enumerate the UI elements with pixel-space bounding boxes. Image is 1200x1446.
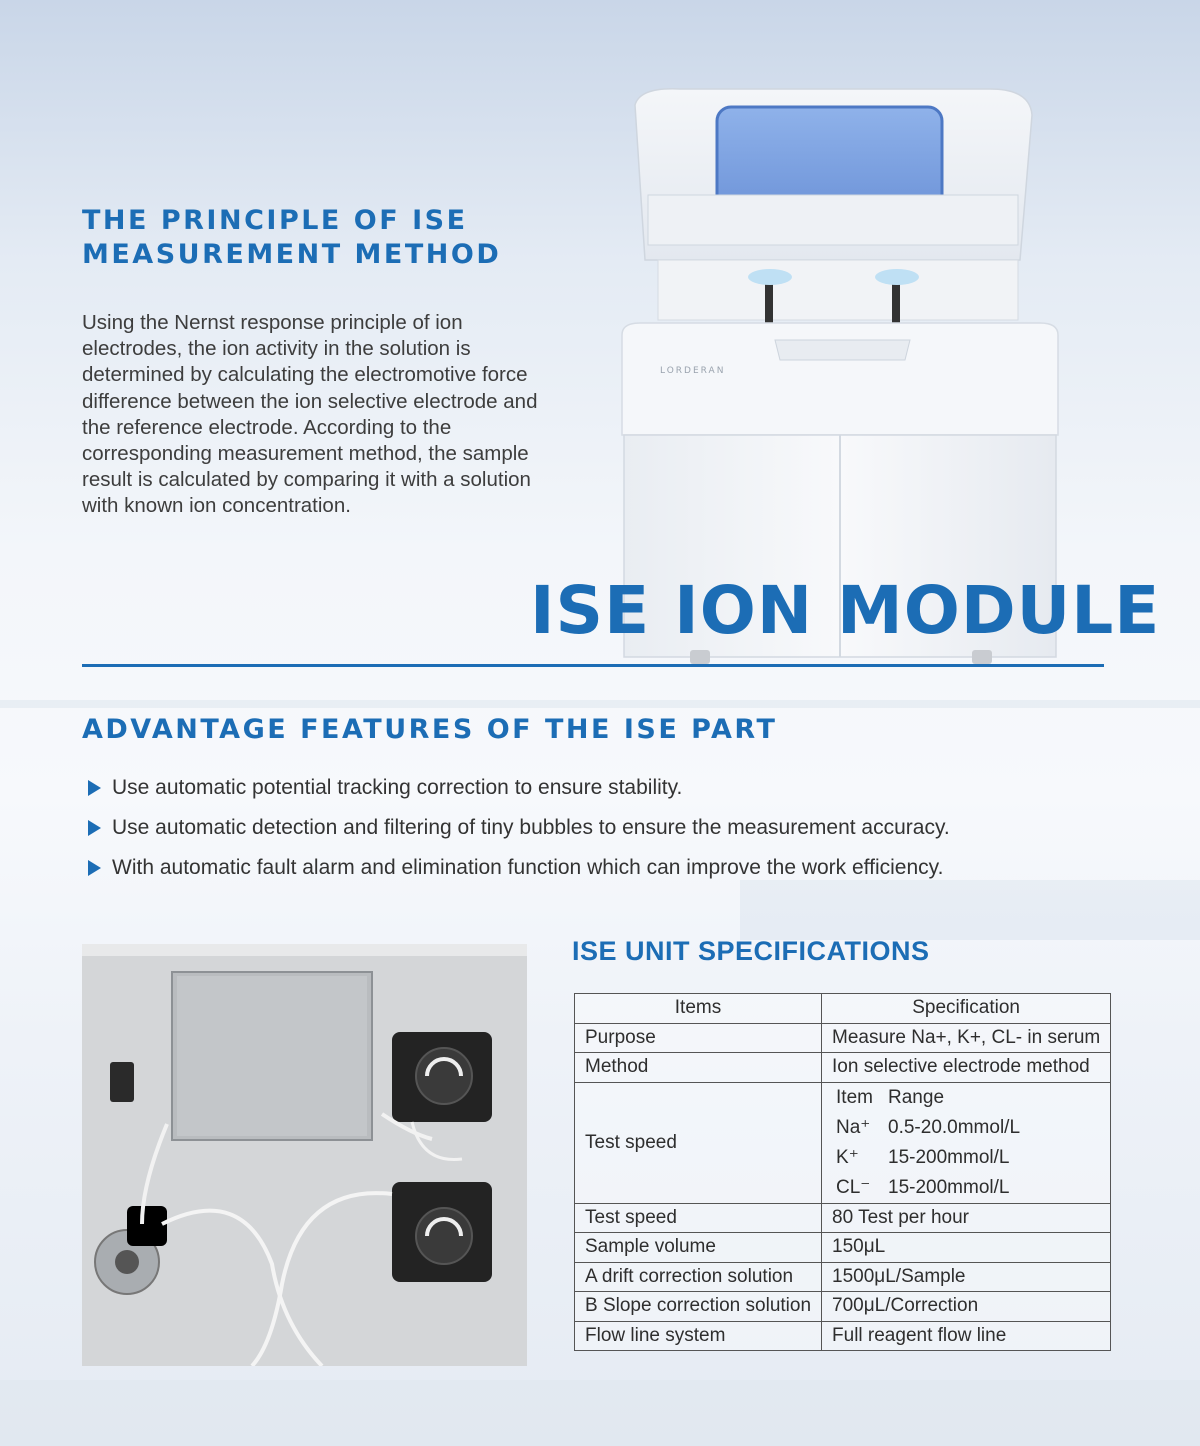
table-row: [575, 1023, 1111, 1053]
table-header-specification: Specification: [822, 994, 1111, 1024]
range-cell: [822, 1082, 1111, 1203]
table-cell-value: 700μL/Correction: [822, 1292, 1111, 1322]
advantage-title: ADVANTAGE FEATURES OF THE ISE PART: [82, 714, 778, 745]
spec-title: ISE UNIT SPECIFICATIONS: [572, 936, 930, 966]
table-row: [575, 1292, 1111, 1322]
triangle-bullet-icon: [88, 860, 101, 876]
triangle-bullet-icon: [88, 820, 101, 836]
range-ion: Na⁺: [836, 1116, 871, 1138]
table-cell-label: Test speed: [575, 1082, 822, 1203]
table-header-items: Items: [575, 994, 822, 1024]
range-value: 15-200mmol/L: [888, 1146, 1010, 1168]
background-cabinet: [740, 880, 1200, 940]
section-divider: [82, 664, 1104, 667]
analyzer-brand-label: LORDERAN: [660, 366, 726, 376]
feature-text: With automatic fault alarm and elimination function which can improve the work efficiency.: [112, 856, 944, 879]
background-counter: [0, 1380, 1200, 1446]
table-cell-value: 1500μL/Sample: [822, 1262, 1111, 1292]
table-cell-label: Sample volume: [575, 1233, 822, 1263]
table-cell-label: Flow line system: [575, 1321, 822, 1351]
principle-title-line1: THE PRINCIPLE OF ISE: [82, 205, 468, 236]
background-shelf: [0, 700, 1200, 708]
feature-item: [88, 768, 950, 808]
principle-body-text: Using the Nernst response principle of ion electrodes, the ion activity in the solution is determined by calculating the electromotive force difference between the ion selective electrode and the reference electrode. According to the corresponding measurement method, the sample result is calculated by comparing it with a solution with known ion concentration.: [82, 311, 538, 518]
table-cell-label: Test speed: [575, 1203, 822, 1233]
feature-text: Use automatic detection and filtering of tiny bubbles to ensure the measurement accuracy.: [112, 816, 950, 839]
feature-text: Use automatic potential tracking correction to ensure stability.: [112, 776, 683, 799]
feature-item: [88, 848, 950, 888]
module-title: ISE ION MODULE: [530, 572, 1161, 649]
range-grid: [836, 1083, 1096, 1203]
ise-unit-photo: [82, 944, 527, 1366]
table-cell-value: Measure Na+, K+, CL- in serum: [822, 1023, 1111, 1053]
table-cell-label: A drift correction solution: [575, 1262, 822, 1292]
table-cell-label: B Slope correction solution: [575, 1292, 822, 1322]
range-value: 0.5-20.0mmol/L: [888, 1116, 1021, 1138]
table-cell-value: 150μL: [822, 1233, 1111, 1263]
table-cell-label: Method: [575, 1053, 822, 1083]
table-header-row: [575, 994, 1111, 1024]
range-header-item: Item: [836, 1086, 873, 1108]
range-header-range: Range: [888, 1086, 945, 1108]
table-row: [575, 1203, 1111, 1233]
table-cell-value: Ion selective electrode method: [822, 1053, 1111, 1083]
principle-title: [82, 204, 602, 272]
range-ion: K⁺: [836, 1146, 859, 1168]
triangle-bullet-icon: [88, 780, 101, 796]
table-row: [575, 1321, 1111, 1351]
table-row: [575, 1053, 1111, 1083]
table-row: [575, 1262, 1111, 1292]
feature-item: [88, 808, 950, 848]
table-row: [575, 1233, 1111, 1263]
spec-table: [574, 993, 1111, 1351]
range-value: 15-200mmol/L: [888, 1176, 1010, 1198]
table-cell-value: 80 Test per hour: [822, 1203, 1111, 1233]
table-cell-label: Purpose: [575, 1023, 822, 1053]
feature-list: [88, 768, 950, 888]
table-row-range: [575, 1082, 1111, 1203]
range-ion: CL⁻: [836, 1176, 871, 1198]
principle-title-line2: MEASUREMENT METHOD: [82, 239, 502, 270]
table-cell-value: Full reagent flow line: [822, 1321, 1111, 1351]
